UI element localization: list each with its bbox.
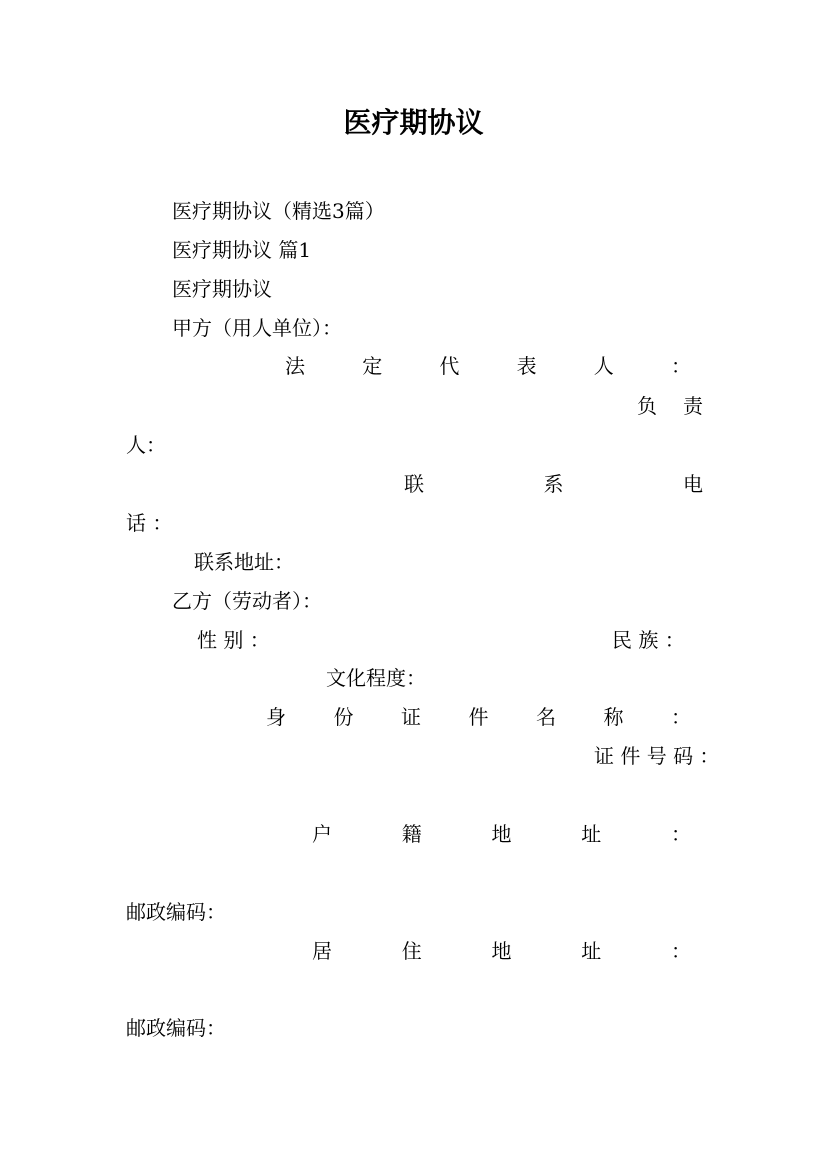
residence-char: 居 xyxy=(312,939,332,963)
legal-rep-char: 法 xyxy=(285,354,305,378)
phone-char: 电 xyxy=(683,472,703,496)
id-name-char: 件 xyxy=(468,705,489,729)
legal-rep-char: 代 xyxy=(439,354,460,378)
residence-char: 址 xyxy=(581,939,602,963)
household-address-field xyxy=(312,820,691,848)
legal-rep-char: 人 xyxy=(593,354,614,378)
id-name-char: ： xyxy=(671,705,691,729)
id-name-char: 名 xyxy=(536,705,556,729)
doc-line-3: 医疗期协议 xyxy=(172,277,272,301)
legal-rep-field xyxy=(285,352,691,380)
responsible-field xyxy=(637,392,703,420)
household-char: 址 xyxy=(581,822,602,846)
residence-char: 地 xyxy=(491,939,512,963)
residence-char: ： xyxy=(671,939,691,963)
doc-line-1: 医疗期协议（精选3篇） xyxy=(172,199,385,223)
household-char: 地 xyxy=(491,822,512,846)
doc-line-2: 医疗期协议 篇1 xyxy=(172,238,312,262)
legal-rep-char: 定 xyxy=(362,354,383,378)
household-char: ： xyxy=(671,822,691,846)
household-char: 籍 xyxy=(401,822,422,846)
id-name-char: 份 xyxy=(333,705,354,729)
party-a-label: 甲方（用人单位）： xyxy=(172,316,342,340)
phone-char: 系 xyxy=(543,472,564,496)
legal-rep-char: 表 xyxy=(516,354,537,378)
phone-field xyxy=(404,470,703,498)
responsible-char: 负 xyxy=(637,394,657,418)
id-name-char: 身 xyxy=(266,705,286,729)
phone-tail: 话 ： xyxy=(126,511,173,535)
residence-char: 住 xyxy=(401,939,422,963)
household-char: 户 xyxy=(312,822,332,846)
id-name-char: 证 xyxy=(401,705,421,729)
education-label: 文化程度： xyxy=(326,666,426,690)
phone-char: 联 xyxy=(404,472,424,496)
id-name-field xyxy=(266,703,691,731)
residence-address-field xyxy=(312,937,691,965)
document-title: 医疗期协议 xyxy=(343,106,484,139)
postcode-label-1: 邮政编码： xyxy=(126,900,226,924)
responsible-char: 责 xyxy=(683,394,703,418)
gender-label: 性 别 ： xyxy=(197,628,270,652)
postcode-label-2: 邮政编码： xyxy=(126,1016,226,1040)
id-number-label: 证 件 号 码 ： xyxy=(594,744,720,768)
responsible-tail: 人： xyxy=(126,433,166,457)
ethnicity-label: 民 族 ： xyxy=(612,628,685,652)
party-b-label: 乙方（劳动者）： xyxy=(172,589,322,613)
contact-address-label: 联系地址： xyxy=(194,550,294,574)
id-name-char: 称 xyxy=(603,705,624,729)
legal-rep-char: ： xyxy=(670,354,691,378)
